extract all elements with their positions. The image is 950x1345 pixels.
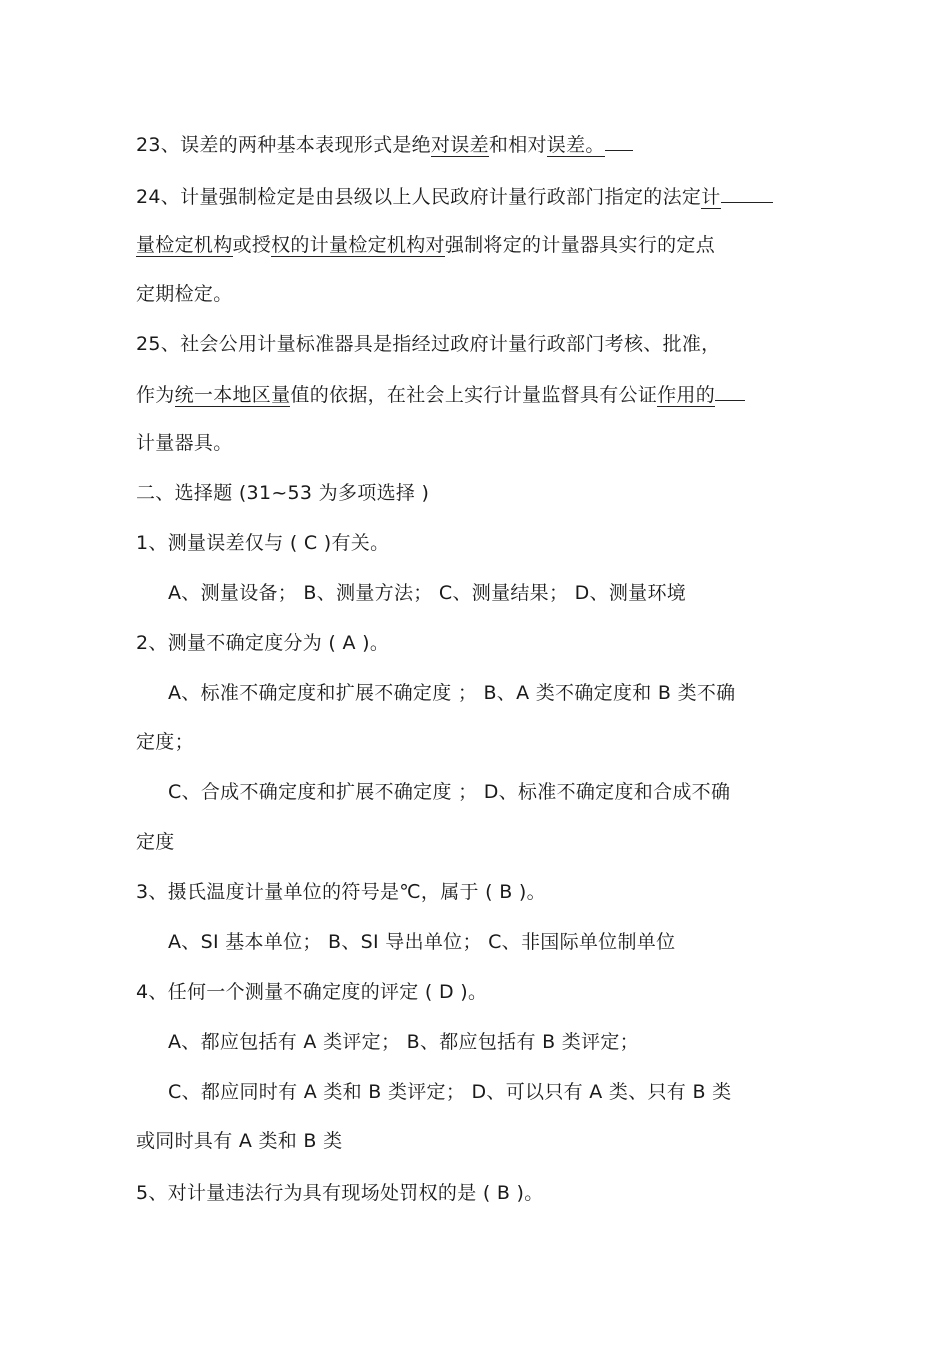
- mc-q2-options-ab-cont: 定度；: [136, 731, 194, 753]
- mc-q2-stem: 2、测量不确定度分为 ( A )。: [136, 632, 390, 654]
- q23-blank-tail: [605, 130, 633, 151]
- q24-line-1: [136, 182, 773, 210]
- q25-pre: 作为: [136, 384, 175, 406]
- q23-prefix: 23、误差的两种基本表现形式是绝: [136, 134, 431, 156]
- mc-q5-stem: 5、对计量违法行为具有现场处罚权的是 ( B )。: [136, 1182, 544, 1204]
- q25-line-2: [136, 380, 745, 408]
- q23-answer-2: 误差。: [546, 134, 605, 156]
- q24-answer-1: 量检定机构: [136, 234, 233, 256]
- mc-q4-options-cd: C、都应同时有 A 类和 B 类评定； D、可以只有 A 类、只有 B 类: [168, 1081, 732, 1103]
- q25-mid: 值的依据，在社会上实行计量监督具有公证: [290, 384, 658, 406]
- q24-mid: 或授: [232, 234, 272, 256]
- mc-q3-stem: 3、摄氏温度计量单位的符号是℃，属于 ( B )。: [136, 881, 546, 903]
- q24-line-3: 定期检定。: [136, 283, 233, 305]
- mc-q1-options: A、测量设备； B、测量方法； C、测量结果； D、测量环境: [168, 582, 687, 604]
- q24-text-1: 24、计量强制检定是由县级以上人民政府计量行政部门指定的法定: [136, 186, 702, 208]
- q23-line: [136, 130, 633, 158]
- q25-line-1: 25、社会公用计量标准器具是指经过政府计量行政部门考核、批准，: [136, 333, 721, 355]
- mc-q4-stem: 4、任何一个测量不确定度的评定 ( D )。: [136, 981, 488, 1003]
- q24-blank-tail: [721, 182, 773, 203]
- q24-line-2: [136, 232, 715, 258]
- mc-q4-options-ab: A、都应包括有 A 类评定； B、都应包括有 B 类评定；: [168, 1031, 639, 1053]
- q25-answer-1: 统一本地区量: [174, 384, 291, 406]
- q23-answer-1: 对误差: [430, 134, 489, 156]
- q25-answer-2: 作用的: [657, 384, 716, 406]
- q24-rest: 强制将定的计量器具实行的定点: [444, 234, 716, 256]
- mc-q1-stem: 1、测量误差仅与 ( C )有关。: [136, 532, 390, 554]
- mc-q3-options: A、SI 基本单位； B、SI 导出单位； C、非国际单位制单位: [168, 931, 676, 953]
- mc-q2-options-cd: C、合成不确定度和扩展不确定度 ； D、标准不确定度和合成不确: [168, 781, 731, 803]
- mc-q4-options-cd-cont: 或同时具有 A 类和 B 类: [136, 1130, 343, 1152]
- q23-mid: 和相对: [488, 134, 547, 156]
- mc-q2-options-ab: A、标准不确定度和扩展不确定度 ； B、A 类不确定度和 B 类不确: [168, 682, 736, 704]
- q24-answer-start: 计: [701, 186, 721, 208]
- q25-line-3: 计量器具。: [136, 432, 233, 454]
- section-heading: 二、选择题 (31~53 为多项选择 ): [136, 482, 430, 504]
- q25-blank-tail: [715, 380, 745, 401]
- q24-answer-2: 权的计量检定机构对: [271, 234, 445, 256]
- mc-q2-options-cd-cont: 定度: [136, 831, 175, 853]
